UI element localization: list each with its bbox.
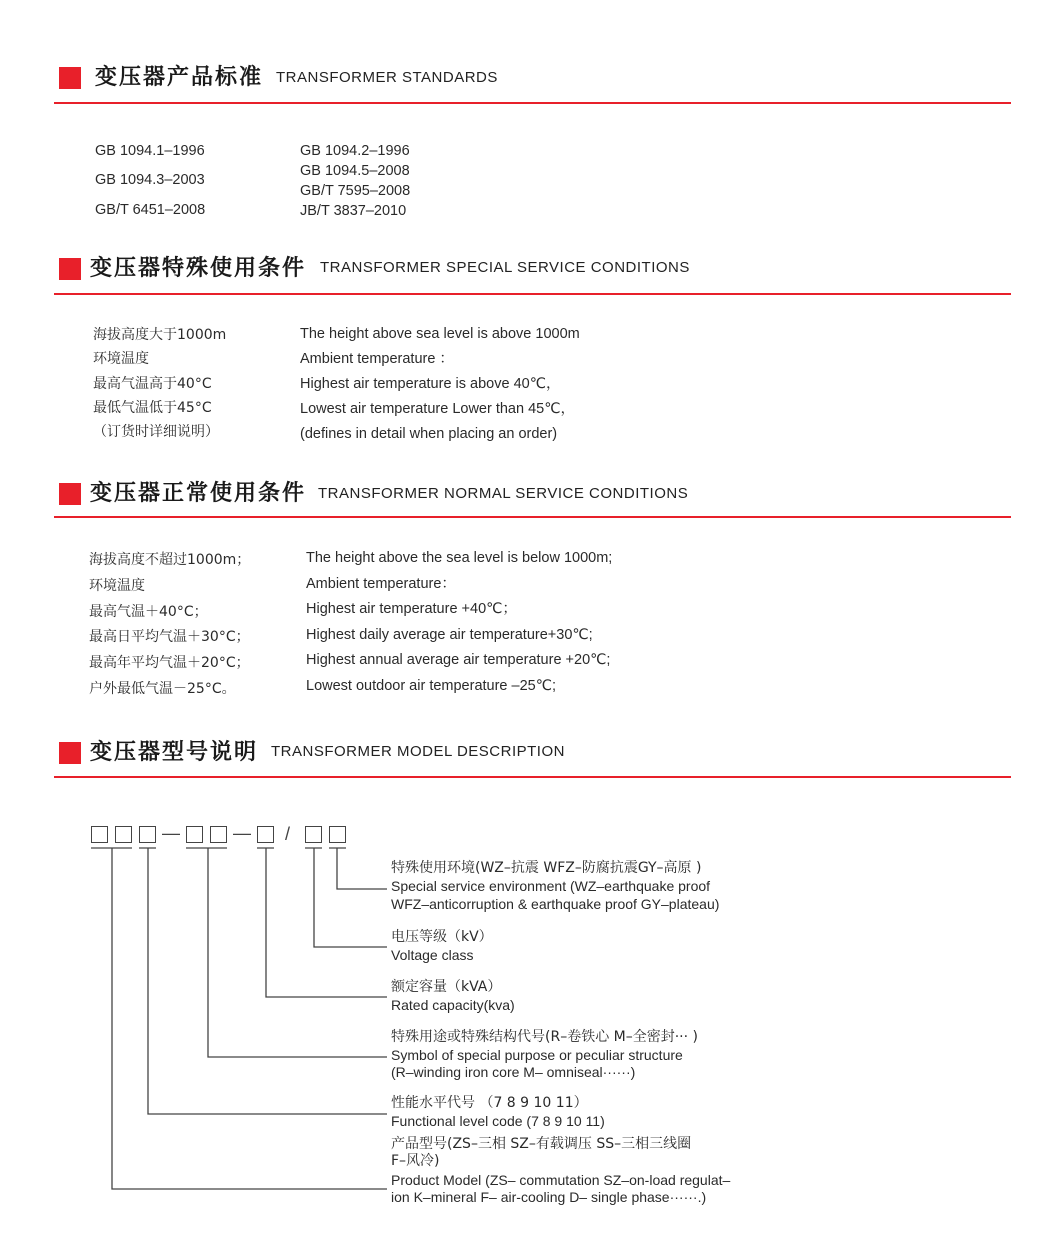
special-condition-en: Highest air temperature is above 40℃， bbox=[300, 376, 561, 392]
normal-condition-zh: 海拔高度不超过1000m； bbox=[89, 552, 251, 568]
model-level-en: Functional level code (7 8 9 10 11) bbox=[391, 1113, 605, 1129]
standard-item: GB/T 7595–2008 bbox=[300, 183, 411, 199]
normal-condition-en: Ambient temperature： bbox=[306, 576, 456, 592]
model-env-zh: 特殊使用环境(WZ–抗震 WFZ–防腐抗震GY–高原 ) bbox=[391, 860, 702, 876]
special-condition-en: The height above sea level is above 1000m bbox=[300, 326, 580, 342]
normal-title-en: TRANSFORMER NORMAL SERVICE CONDITIONS bbox=[318, 485, 689, 502]
special-condition-zh: 环境温度 bbox=[93, 351, 149, 367]
model-code-dash: — bbox=[233, 823, 251, 843]
model-env-en: Special service environment (WZ–earthquake proof bbox=[391, 878, 711, 894]
special-condition-zh: （订货时详细说明） bbox=[93, 424, 219, 440]
standard-item: GB 1094.5–2008 bbox=[300, 163, 410, 179]
model-purpose-en: (R–winding iron core M– omniseal······) bbox=[391, 1064, 636, 1080]
model-purpose-en: Symbol of special purpose or peculiar structure bbox=[391, 1047, 683, 1063]
model-code-slash: / bbox=[285, 824, 291, 844]
normal-condition-zh: 最高气温＋40°C； bbox=[89, 604, 208, 620]
model-env-en: WFZ–anticorruption & earthquake proof GY–plateau) bbox=[391, 896, 720, 912]
standard-item: GB 1094.3–2003 bbox=[95, 172, 205, 188]
special-condition-zh: 海拔高度大于1000m bbox=[93, 327, 227, 343]
model-voltage-zh: 电压等级（kV） bbox=[391, 929, 493, 945]
normal-condition-zh: 环境温度 bbox=[89, 578, 145, 594]
normal-condition-en: The height above the sea level is below 1000m; bbox=[306, 550, 613, 566]
model-title-en: TRANSFORMER MODEL DESCRIPTION bbox=[271, 743, 565, 760]
normal-condition-en: Highest annual average air temperature +20℃; bbox=[306, 652, 611, 668]
normal-condition-en: Lowest outdoor air temperature –25℃; bbox=[306, 678, 557, 694]
model-title-zh: 变压器型号说明 bbox=[90, 740, 259, 765]
special-title-en: TRANSFORMER SPECIAL SERVICE CONDITIONS bbox=[320, 259, 690, 276]
model-purpose-zh: 特殊用途或特殊结构代号(R–卷铁心 M–全密封··· ) bbox=[391, 1029, 698, 1045]
special-condition-zh: 最高气温高于40°C bbox=[93, 376, 212, 392]
standard-item: GB/T 6451–2008 bbox=[95, 202, 206, 218]
special-condition-en: Lowest air temperature Lower than 45℃， bbox=[300, 401, 576, 417]
normal-condition-zh: 户外最低气温－25°C。 bbox=[89, 681, 236, 697]
model-capacity-zh: 额定容量（kVA） bbox=[391, 979, 502, 995]
model-voltage-en: Voltage class bbox=[391, 947, 474, 963]
normal-title-zh: 变压器正常使用条件 bbox=[90, 481, 307, 506]
special-condition-en: Ambient temperature ： bbox=[300, 351, 454, 367]
normal-condition-zh: 最高年平均气温＋20°C； bbox=[89, 655, 250, 671]
standard-item: GB 1094.2–1996 bbox=[300, 143, 410, 159]
model-level-zh: 性能水平代号 （7 8 9 10 11） bbox=[391, 1095, 588, 1111]
normal-condition-zh: 最高日平均气温＋30°C； bbox=[89, 629, 250, 645]
normal-condition-en: Highest daily average air temperature+30℃; bbox=[306, 627, 593, 643]
standard-item: JB/T 3837–2010 bbox=[300, 203, 407, 219]
model-product-en: Product Model (ZS– commutation SZ–on-load regulat– bbox=[391, 1172, 731, 1188]
model-product-zh: F–风冷) bbox=[391, 1153, 440, 1169]
model-product-en: ion K–mineral F– air-cooling D– single phase······.) bbox=[391, 1189, 707, 1205]
special-condition-zh: 最低气温低于45°C bbox=[93, 400, 212, 416]
model-capacity-en: Rated capacity(kva) bbox=[391, 997, 515, 1013]
special-condition-en: (defines in detail when placing an order) bbox=[300, 426, 558, 442]
standards-title-zh: 变压器产品标准 bbox=[95, 65, 264, 90]
standards-title-en: TRANSFORMER STANDARDS bbox=[276, 69, 498, 86]
standard-item: GB 1094.1–1996 bbox=[95, 143, 205, 159]
model-code-dash: — bbox=[162, 823, 180, 843]
normal-condition-en: Highest air temperature +40℃； bbox=[306, 601, 517, 617]
special-title-zh: 变压器特殊使用条件 bbox=[90, 256, 307, 281]
model-product-zh: 产品型号(ZS–三相 SZ–有载调压 SS–三相三线圈 bbox=[391, 1136, 692, 1152]
